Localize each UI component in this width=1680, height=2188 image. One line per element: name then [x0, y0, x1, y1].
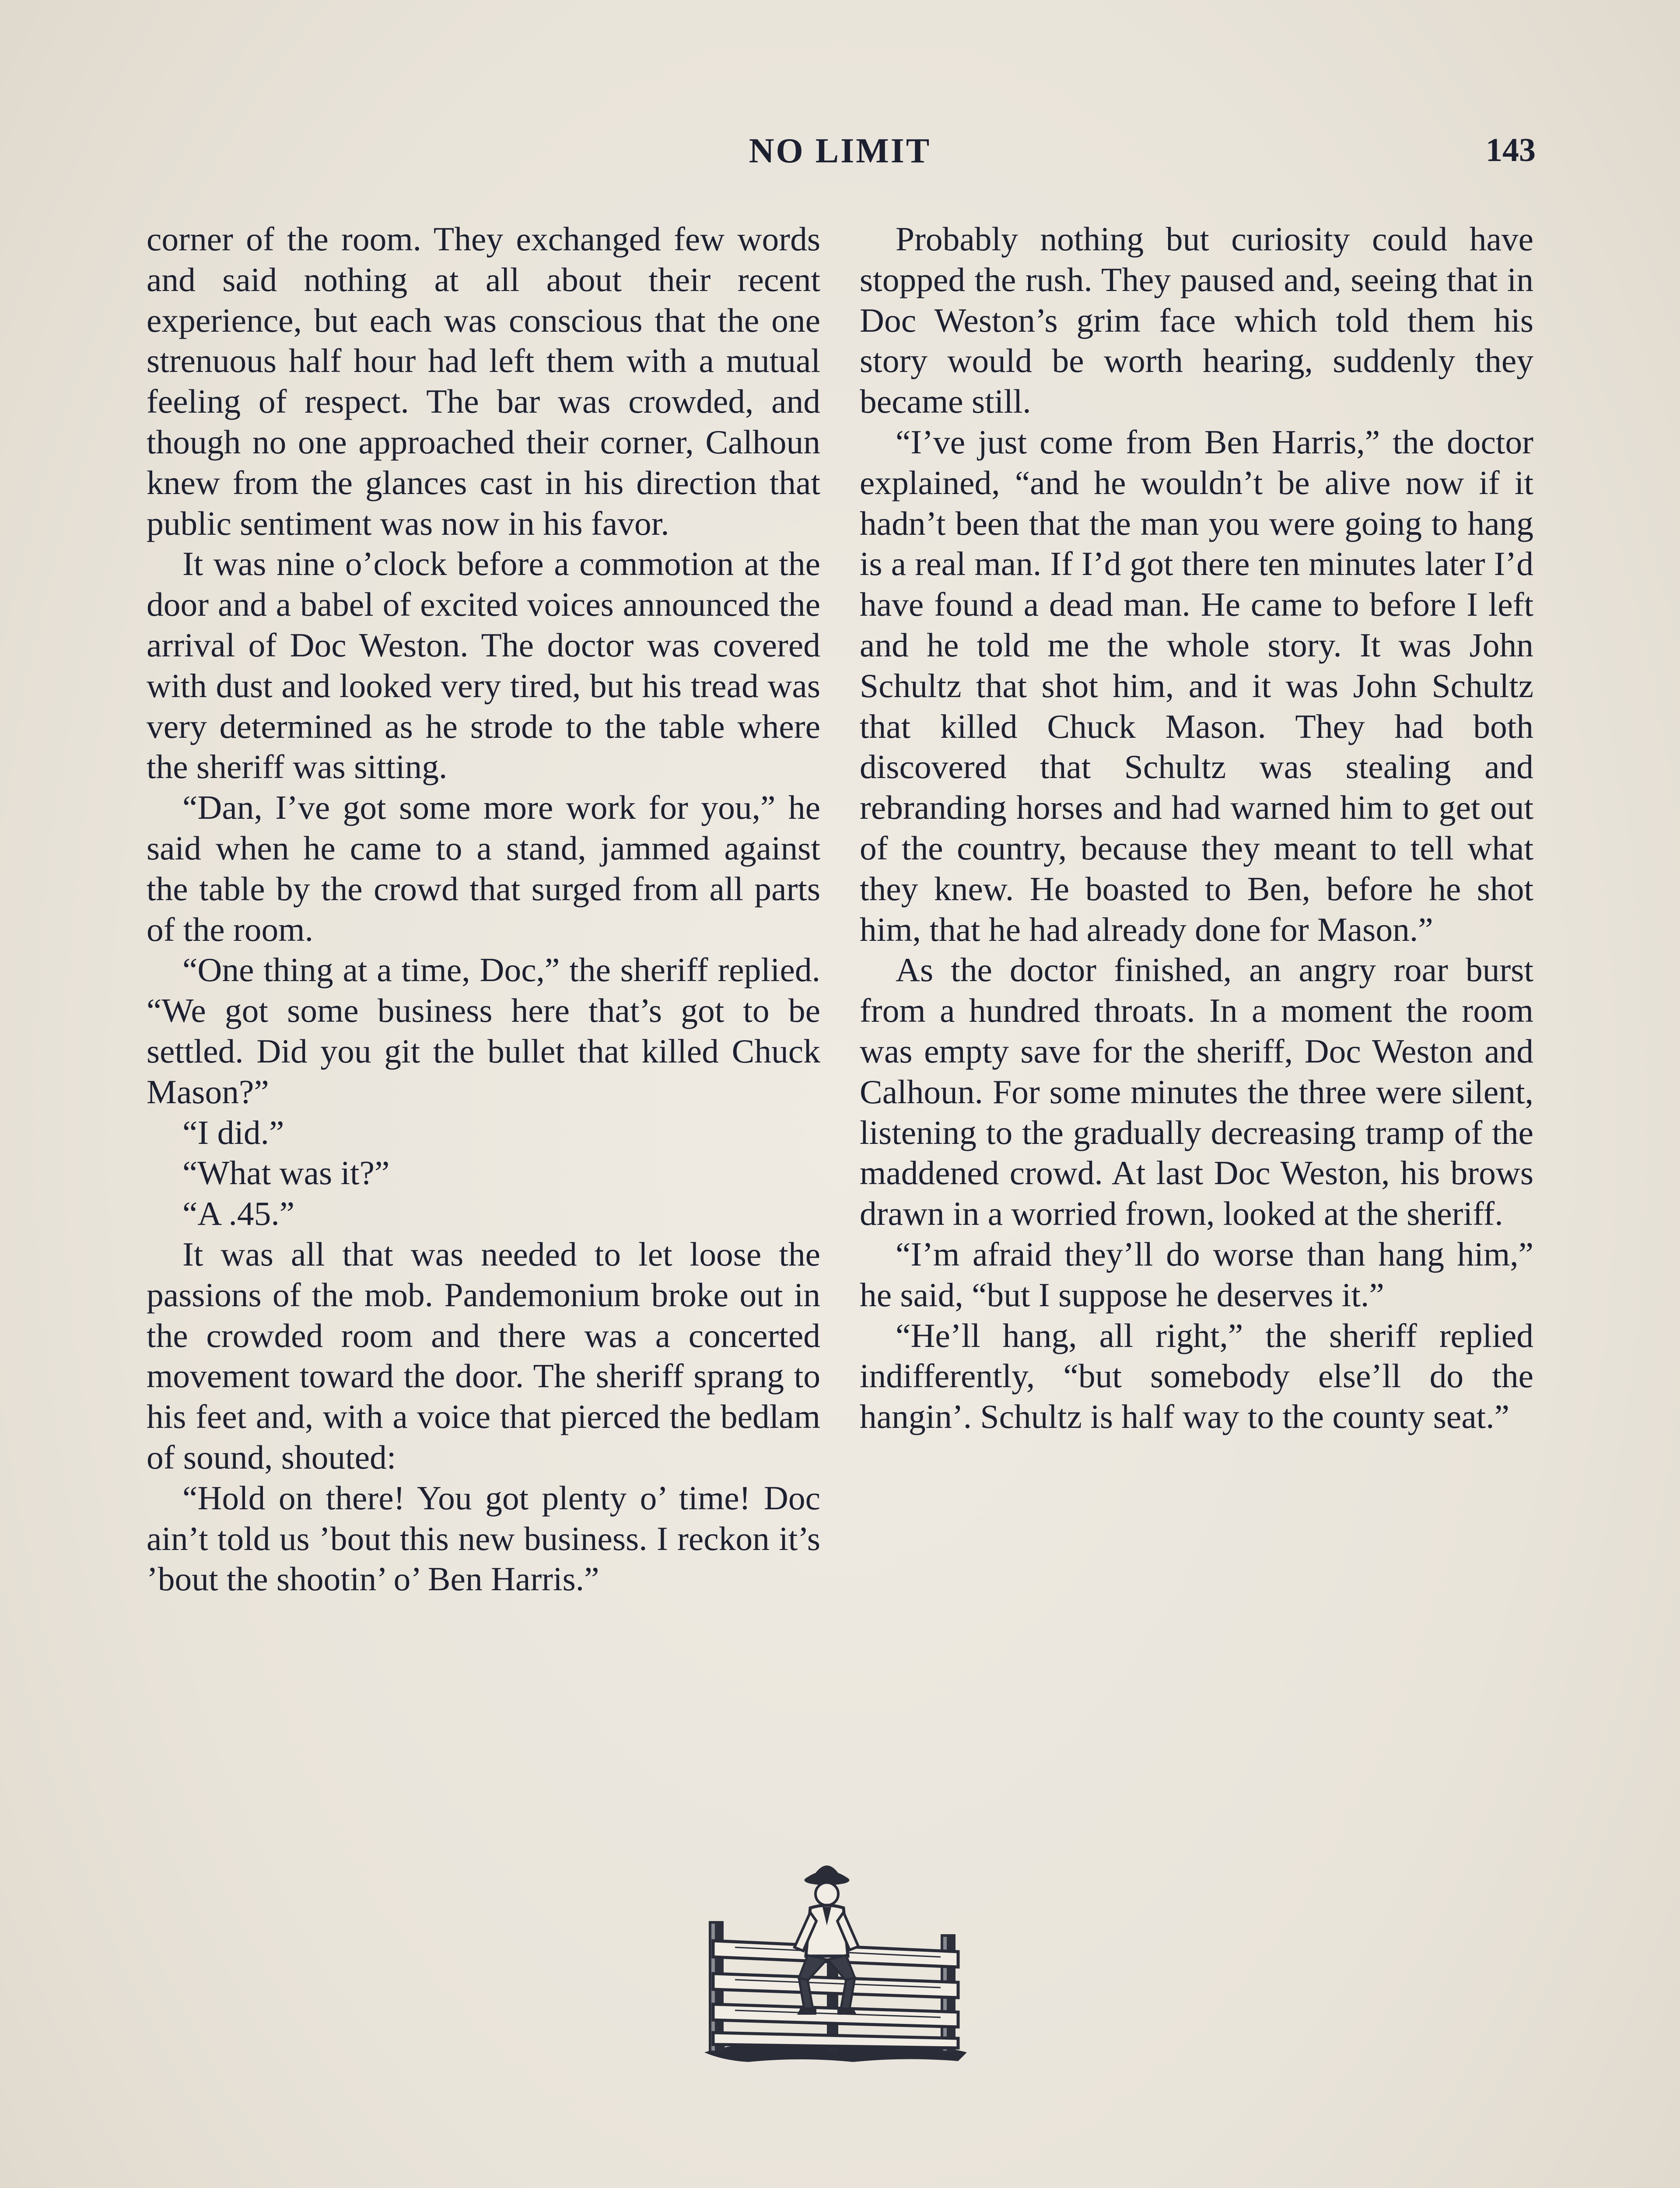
paragraph: “I’m afraid they’ll do worse than hang him,” he said, “but I suppose he deserves it.” — [860, 1235, 1533, 1314]
right-column — [860, 219, 1533, 1437]
paragraph: “Dan, I’ve got some more work for you,” he said when he came to a stand, jammed against the table by the crowd that surged from all parts of the room. — [147, 789, 820, 948]
paragraph: “What was it?” — [182, 1154, 390, 1192]
paragraph: “Hold on there! You got plenty o’ time! Doc ain’t told us ’bout this new business. I reckon it’s ’bout the shootin’ o’ Ben Harris.” — [147, 1479, 820, 1598]
paragraph: “He’ll hang, all right,” the sheriff replied indifferently, “but somebody else’ll do the hangin’. Schultz is half way to the county seat.” — [860, 1316, 1533, 1436]
paragraph: It was nine o’clock before a commotion at the door and a babel of excited voices announced the arrival of Doc Weston. The doctor was covered with dust and looked very tired, but his tread was very determined as he strode to the table where the sheriff was sitting. — [147, 545, 820, 786]
paragraph: “One thing at a time, Doc,” the sheriff replied. “We got some business here that’s got to be settled. Did you git the bullet that killed Chuck Mason?” — [147, 951, 820, 1111]
paragraph: As the doctor finished, an angry roar burst from a hundred throats. In a moment the room was empty save for the sheriff, Doc Weston and Calhoun. For some minutes the three were silent, listening to the gradually decreasing tramp of the maddened crowd. At last Doc Weston, his brows drawn in a worried frown, looked at the sheriff. — [860, 951, 1533, 1233]
paragraph: “I’ve just come from Ben Harris,” the doctor explained, “and he wouldn’t be alive now if it hadn’t been that the man you were going to hang is a real man. If I’d got there ten minutes later I’d have found a dead man. He came to before I left and he told me the whole story. It was John Schultz that shot him, and it was John Schultz that killed Chuck Mason. They had both discovered that Schultz was stealing and rebranding horses and had warned him to get out of the country, because they meant to tell what they knew. He boasted to Ben, before he shot him, that he had already done for Mason.” — [860, 423, 1533, 948]
cowboy-on-fence-icon — [696, 1847, 976, 2074]
paragraph: “A .45.” — [182, 1195, 295, 1233]
page-header — [144, 131, 1536, 179]
page-number: 143 — [1486, 132, 1536, 168]
left-column — [147, 219, 820, 1599]
paragraph: It was all that was needed to let loose the passions of the mob. Pandemonium broke out in the crowded room and there was a concerted movement toward the door. The sheriff sprang to his feet and, with a voice that pierced the bedlam of sound, shouted: — [147, 1235, 820, 1476]
paragraph: corner of the room. They exchanged few words and said nothing at all about their recent experience, but each was conscious that the one strenuous half hour had left them with a mutual feeling of respect. The bar was crowded, and though no one approached their corner, Calhoun knew from the glances cast in his direction that public sentiment was now in his favor. — [147, 220, 820, 542]
paragraph: Probably nothing but curiosity could have stopped the rush. They paused and, seeing that in Doc Weston’s grim face which told them his story would be worth hearing, suddenly they became still. — [860, 220, 1533, 421]
running-title: NO LIMIT — [749, 132, 931, 170]
paragraph: “I did.” — [182, 1113, 284, 1151]
